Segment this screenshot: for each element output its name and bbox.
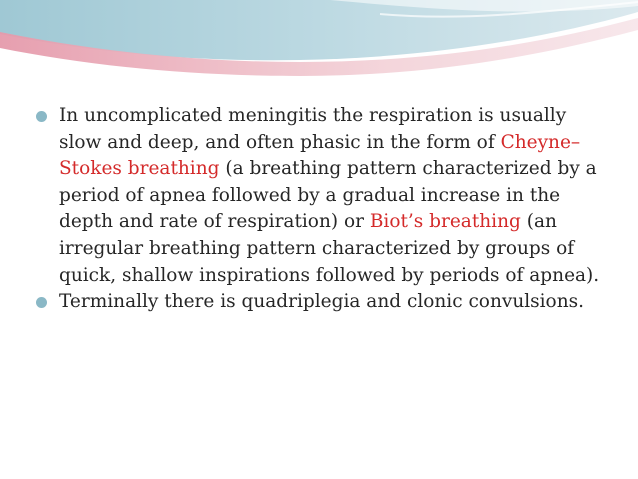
- bullet-terminal: [35, 289, 605, 316]
- bullet-text: (a breathing pattern characterized by a period of apnea followed by a gradual increase in the depth and rate of respiration) or: [59, 158, 597, 233]
- bullet-text: In uncomplicated meningitis the respiration is usually slow and deep, and often phasic in the form of: [59, 105, 567, 153]
- bullet-respiration: [35, 103, 605, 289]
- bullet-dot-icon: [36, 111, 47, 122]
- bullet-text: Terminally there is quadriplegia and clonic convulsions.: [59, 291, 584, 313]
- decorative-header-band: [0, 0, 638, 80]
- bullet-dot-icon: [36, 297, 47, 308]
- highlight-cheyne-stokes: Cheyne–Stokes breathing: [59, 131, 581, 180]
- highlight-biots-breathing: Biot’s breathing: [369, 211, 521, 233]
- bullet-text: (an irregular breathing pattern characterized by groups of quick, shallow inspirations followed by periods of apnea).: [59, 211, 600, 286]
- slide-content: [35, 103, 605, 316]
